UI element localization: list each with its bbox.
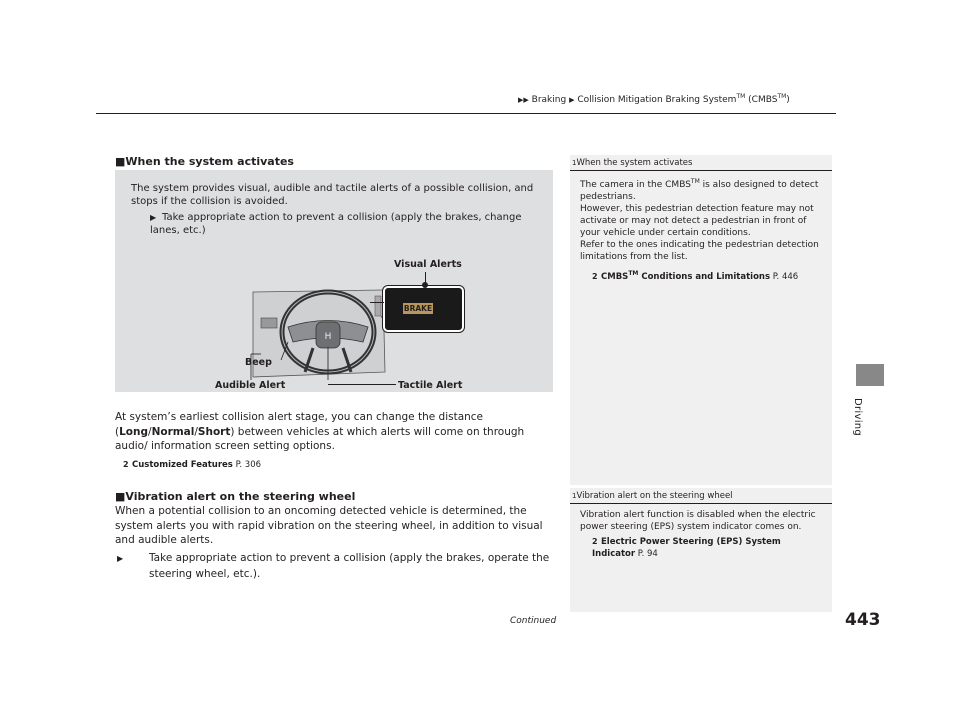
cross-reference-2-icon: 2 xyxy=(123,460,129,469)
note-rule-2 xyxy=(570,503,832,504)
note-title-system-activates: 1When the system activates xyxy=(572,158,693,168)
note-marker-icon: 1 xyxy=(572,159,577,167)
visual-alerts-label: Visual Alerts xyxy=(394,259,462,270)
triangle-right-icon: ▶ xyxy=(117,554,124,563)
box-text: The system provides visual, audible and tactile alerts of a possible collision, and stops if the collision is avoided. xyxy=(131,183,534,207)
instrument-display xyxy=(383,286,464,332)
alert-distance-paragraph: At system’s earliest collision alert stage, you can change the distance (Long/Normal/Short) between vehicles at which alerts will come on through audio/ information screen setting options. xyxy=(115,411,525,452)
breadcrumb-cmbs[interactable]: Collision Mitigation Braking System™ (CMBS™) xyxy=(577,93,790,105)
section-heading-vibration-alert: ■Vibration alert on the steering wheel xyxy=(115,490,356,503)
cross-reference-2-icon: 2 xyxy=(592,537,598,546)
chapter-tab xyxy=(856,364,884,386)
note1-body: The camera in the CMBS™ is also designed to detect pedestrians. However, this pedestrian detection feature may not activate or may not detect a pedestrian in front of your vehicle under certain conditions. Refer to the ones indicating the pedestrian detection limitations from the list. xyxy=(580,178,819,262)
header-rule xyxy=(96,113,836,114)
chevron-right-icon: ▶ xyxy=(569,96,575,104)
continued-label: Continued xyxy=(510,616,557,626)
beep-label: Beep xyxy=(245,357,272,368)
breadcrumb-braking[interactable]: Braking xyxy=(531,95,567,105)
page-number: 443 xyxy=(845,610,881,630)
tactile-callout-line xyxy=(328,384,396,385)
audible-alert-label: Audible Alert xyxy=(215,380,286,391)
triangle-right-icon: ▶ xyxy=(150,213,157,222)
svg-text:H: H xyxy=(324,332,332,342)
xref-eps-indicator[interactable]: 2 Electric Power Steering (EPS) System Indicator P. 94 xyxy=(592,537,781,559)
double-chevron-right-icon: ▶▶ xyxy=(518,96,529,104)
tactile-alert-label: Tactile Alert xyxy=(398,380,463,391)
square-bullet-icon: ■ xyxy=(115,490,126,503)
display-connector-line xyxy=(370,302,384,303)
note2-body: Vibration alert function is disabled when the electric power steering (EPS) system indicator comes on. xyxy=(580,510,816,532)
visual-callout-dot xyxy=(422,282,428,288)
short-setting: Short xyxy=(197,425,231,438)
box-step: ▶ Take appropriate action to prevent a collision (apply the brakes, change lanes, etc.) xyxy=(150,212,522,236)
normal-setting: Normal xyxy=(151,425,195,438)
note-rule-1 xyxy=(570,170,832,171)
section-heading-system-activates: ■When the system activates xyxy=(115,155,294,168)
xref-customized-features[interactable]: 2 Customized Features P. 306 xyxy=(123,460,262,470)
long-setting: Long xyxy=(119,425,149,438)
brake-indicator: BRAKE xyxy=(403,304,433,313)
xref-cmbs-conditions[interactable]: 2 CMBS™ Conditions and Limitations P. 446 xyxy=(592,270,799,282)
breadcrumb xyxy=(518,93,790,105)
note-title-vibration-alert: 1Vibration alert on the steering wheel xyxy=(572,491,733,501)
cross-reference-2-icon: 2 xyxy=(592,271,598,281)
vibration-step: ▶ Take appropriate action to prevent a collision (apply the brakes, operate the steering wheel, etc.). xyxy=(117,552,550,580)
vibration-paragraph: When a potential collision to an oncoming detected vehicle is determined, the system alerts you with rapid vibration on the steering wheel, in addition to visual and audible alerts. xyxy=(115,505,543,546)
square-bullet-icon: ■ xyxy=(115,155,126,168)
note-marker-icon: 1 xyxy=(572,492,577,500)
chapter-label: Driving xyxy=(852,398,863,437)
